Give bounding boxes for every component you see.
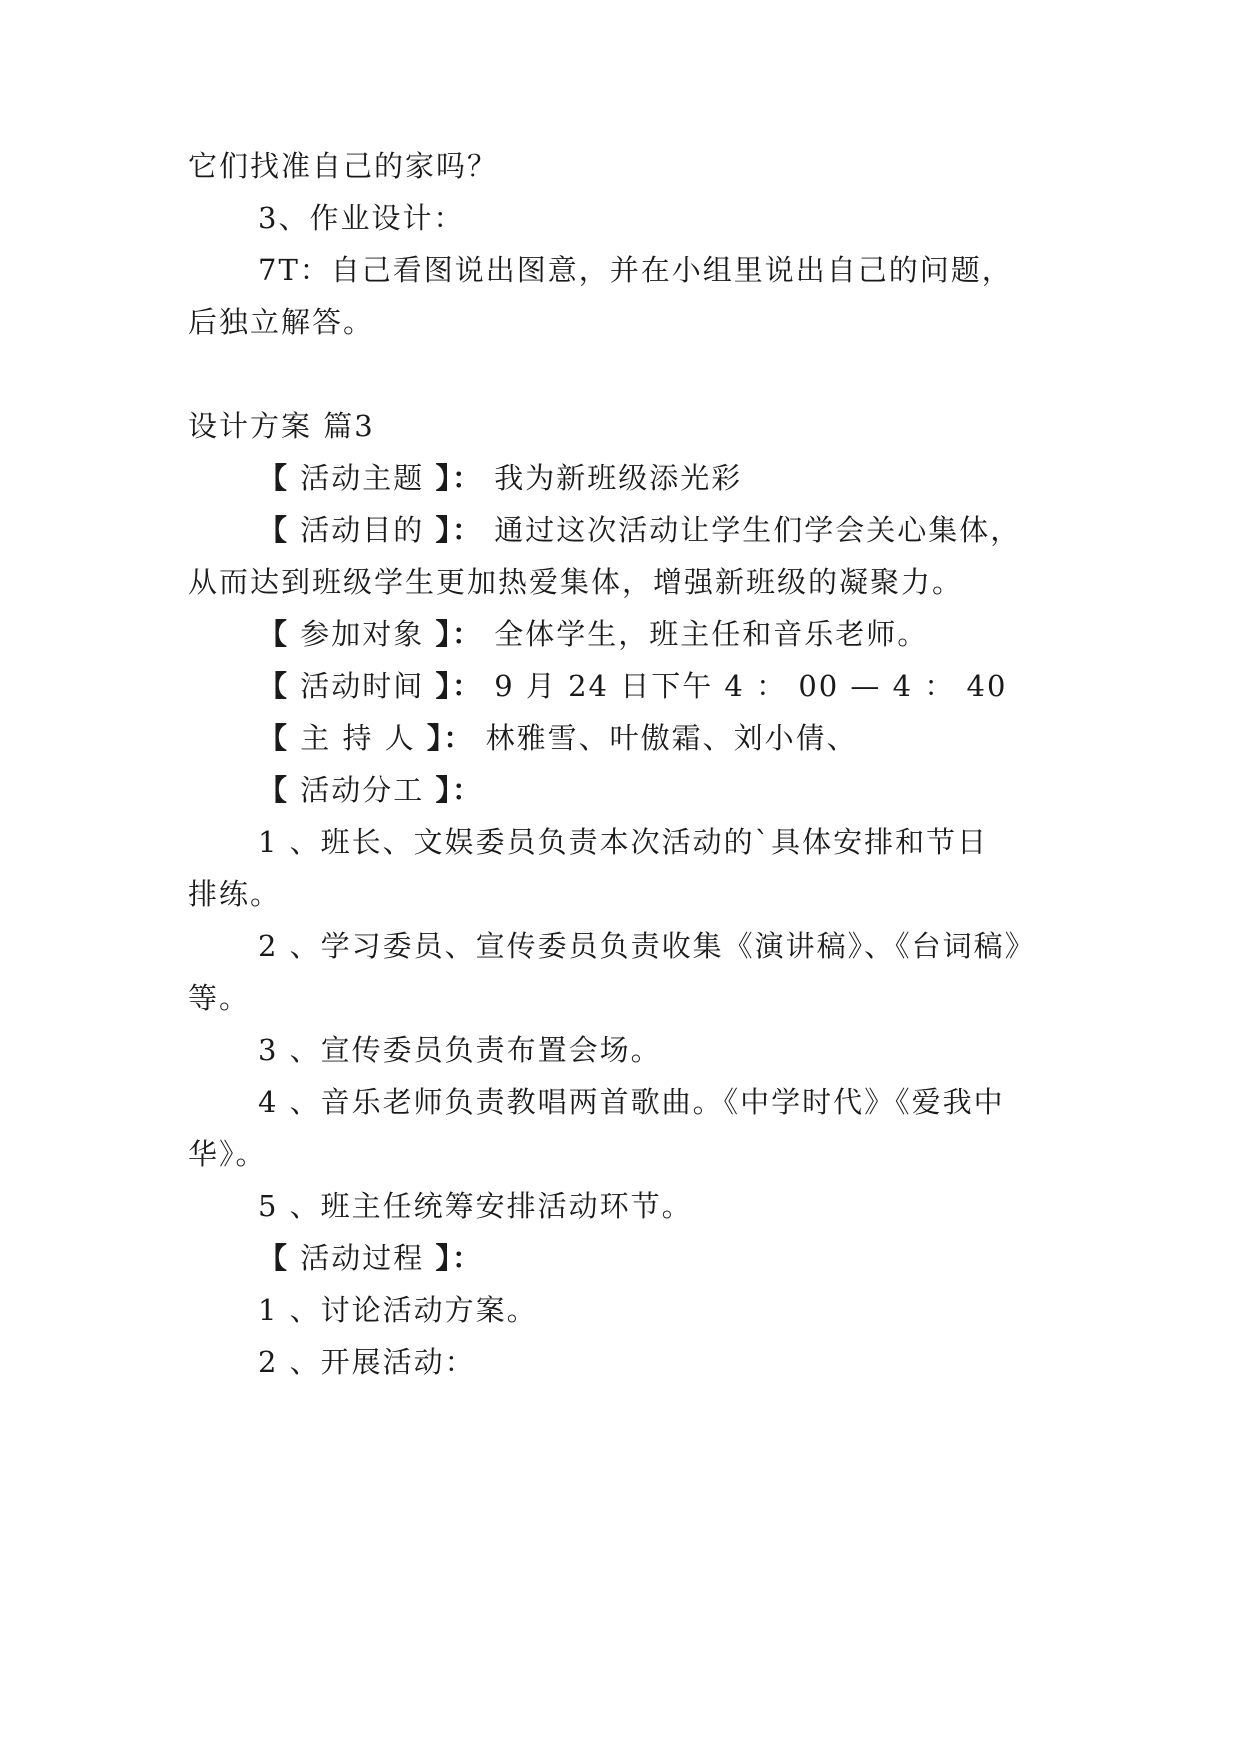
bracket-close: 】： (435, 773, 483, 807)
bracket-open: 【 (258, 773, 290, 807)
list-item: 4 、音乐老师负责教唱两首歌曲。《中学时代》《爱我中 (258, 1085, 1005, 1119)
field-label: 活动时间 (300, 669, 425, 703)
field-line (258, 614, 928, 654)
field-value: 9 月 24 日下午 4 ： 00 — 4 ： 40 (494, 669, 1008, 703)
field-label: 活动目的 (300, 513, 425, 547)
field-value: 全体学生，班主任和音乐老师。 (494, 617, 929, 651)
bracket-open: 【 (258, 617, 290, 651)
bracket-open: 【 (258, 669, 290, 703)
field-line (258, 666, 1007, 706)
text-line: 华》。 (188, 1137, 267, 1171)
text-line: 它们找准自己的家吗？ (188, 149, 499, 183)
text-line: 7T：自己看图说出图意，并在小组里说出自己的问题， (258, 253, 1013, 287)
text-line: 后独立解答。 (188, 305, 375, 339)
text-line: 从而达到班级学生更加热爱集体，增强新班级的凝聚力。 (188, 565, 964, 599)
field-label: 活动分工 (300, 773, 425, 807)
bracket-open: 【 (258, 721, 290, 755)
list-item: 1 、讨论活动方案。 (258, 1293, 538, 1327)
text-line: 等。 (188, 981, 251, 1015)
section-title: 设计方案 篇3 (188, 409, 375, 443)
field-line (258, 718, 858, 758)
list-item: 5 、班主任统筹安排活动环节。 (258, 1189, 693, 1223)
section-heading: 3、作业设计： (258, 201, 465, 235)
field-label: 主 持 人 (300, 721, 416, 755)
bracket-close: 】： (435, 617, 483, 651)
field-value: 我为新班级添光彩 (494, 461, 743, 495)
field-label: 活动主题 (300, 461, 425, 495)
text-line: 排练。 (188, 877, 282, 911)
bracket-close: 】： (435, 669, 483, 703)
bracket-close: 】： (435, 513, 483, 547)
field-value: 通过这次活动让学生们学会关心集体， (494, 513, 1022, 547)
bracket-open: 【 (258, 513, 290, 547)
list-item: 2 、学习委员、宣传委员负责收集《演讲稿》、《台词稿》 (258, 929, 1036, 963)
field-label: 活动过程 (300, 1241, 425, 1275)
bracket-open: 【 (258, 1241, 290, 1275)
field-line (258, 770, 483, 810)
field-label: 参加对象 (300, 617, 425, 651)
bracket-close: 】： (426, 721, 475, 755)
field-value: 林雅雪、叶傲霜、刘小倩、 (485, 721, 858, 755)
field-line (258, 458, 742, 498)
bracket-close: 】： (435, 1241, 483, 1275)
bracket-close: 】： (435, 461, 483, 495)
bracket-open: 【 (258, 461, 290, 495)
list-item: 3 、宣传委员负责布置会场。 (258, 1033, 662, 1067)
list-item: 2 、开展活动： (258, 1345, 476, 1379)
field-line (258, 510, 1021, 550)
list-item: 1 、班长、文娱委员负责本次活动的`具体安排和节日 (258, 825, 989, 859)
field-line (258, 1238, 483, 1278)
